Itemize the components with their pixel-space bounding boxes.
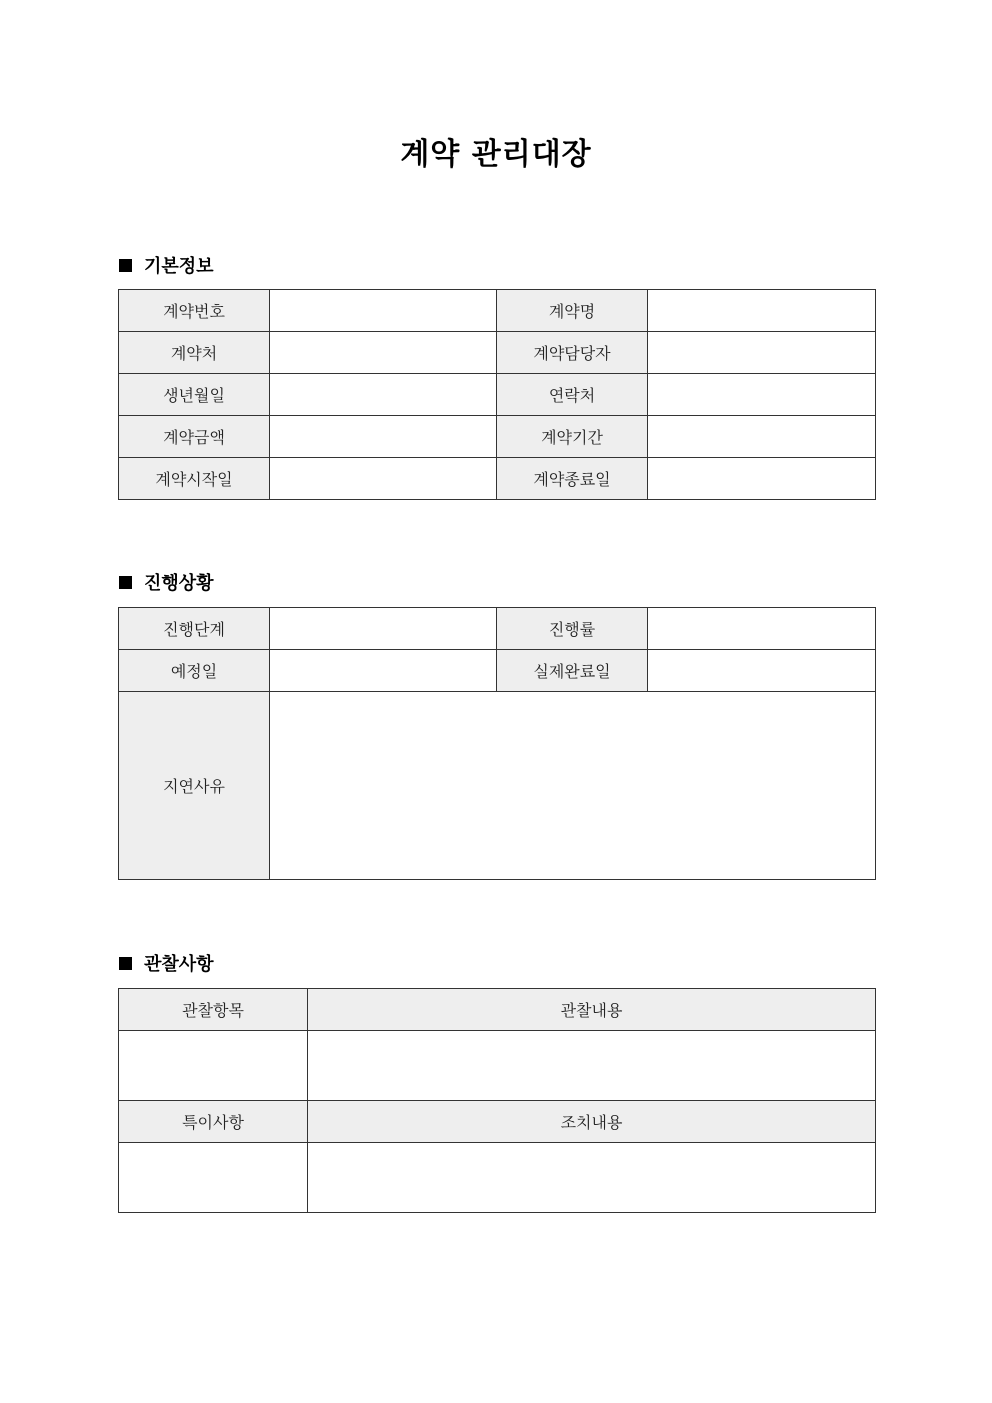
table-row — [119, 458, 876, 500]
label-progress-stage: 진행단계 — [119, 608, 270, 650]
table-row — [119, 290, 876, 332]
field-contractor[interactable] — [270, 332, 497, 374]
observation-heading-text: 관찰사항 — [144, 954, 214, 975]
label-contractor: 계약처 — [119, 332, 270, 374]
table-header-row — [119, 1101, 876, 1143]
observation-heading — [119, 951, 214, 975]
table-row — [119, 374, 876, 416]
label-contract-period: 계약기간 — [497, 416, 648, 458]
table-row — [119, 650, 876, 692]
field-birth-date[interactable] — [270, 374, 497, 416]
document-title: 계약 관리대장 — [400, 137, 592, 172]
observation-table — [118, 988, 876, 1213]
label-contract-start-date: 계약시작일 — [119, 458, 270, 500]
field-observation-item[interactable] — [119, 1031, 308, 1101]
square-bullet-icon — [119, 576, 132, 589]
basic-info-heading — [119, 253, 214, 277]
label-contract-name: 계약명 — [497, 290, 648, 332]
field-progress-rate[interactable] — [648, 608, 876, 650]
field-special-notes[interactable] — [119, 1143, 308, 1213]
label-actual-completion-date: 실제완료일 — [497, 650, 648, 692]
label-scheduled-date: 예정일 — [119, 650, 270, 692]
header-observation-item: 관찰항목 — [119, 989, 308, 1031]
progress-heading — [119, 570, 214, 594]
field-progress-stage[interactable] — [270, 608, 497, 650]
field-scheduled-date[interactable] — [270, 650, 497, 692]
header-action-taken: 조치내용 — [308, 1101, 876, 1143]
table-row — [119, 692, 876, 880]
header-special-notes: 특이사항 — [119, 1101, 308, 1143]
progress-table — [118, 607, 876, 880]
table-row — [119, 416, 876, 458]
field-contract-name[interactable] — [648, 290, 876, 332]
field-contract-start-date[interactable] — [270, 458, 497, 500]
field-contract-end-date[interactable] — [648, 458, 876, 500]
field-contact[interactable] — [648, 374, 876, 416]
label-contract-end-date: 계약종료일 — [497, 458, 648, 500]
label-contract-amount: 계약금액 — [119, 416, 270, 458]
table-header-row — [119, 989, 876, 1031]
label-progress-rate: 진행률 — [497, 608, 648, 650]
field-delay-reason[interactable] — [270, 692, 876, 880]
label-contract-number: 계약번호 — [119, 290, 270, 332]
square-bullet-icon — [119, 957, 132, 970]
header-observation-content: 관찰내용 — [308, 989, 876, 1031]
table-row — [119, 608, 876, 650]
table-row — [119, 1031, 876, 1101]
square-bullet-icon — [119, 259, 132, 272]
label-birth-date: 생년월일 — [119, 374, 270, 416]
table-row — [119, 1143, 876, 1213]
field-actual-completion-date[interactable] — [648, 650, 876, 692]
progress-heading-text: 진행상황 — [144, 573, 214, 594]
label-contact: 연락처 — [497, 374, 648, 416]
basic-info-table — [118, 289, 876, 500]
basic-info-heading-text: 기본정보 — [144, 256, 214, 277]
label-contract-manager: 계약담당자 — [497, 332, 648, 374]
field-observation-content[interactable] — [308, 1031, 876, 1101]
field-contract-amount[interactable] — [270, 416, 497, 458]
table-row — [119, 332, 876, 374]
field-contract-period[interactable] — [648, 416, 876, 458]
field-action-taken[interactable] — [308, 1143, 876, 1213]
field-contract-number[interactable] — [270, 290, 497, 332]
label-delay-reason: 지연사유 — [119, 692, 270, 880]
field-contract-manager[interactable] — [648, 332, 876, 374]
